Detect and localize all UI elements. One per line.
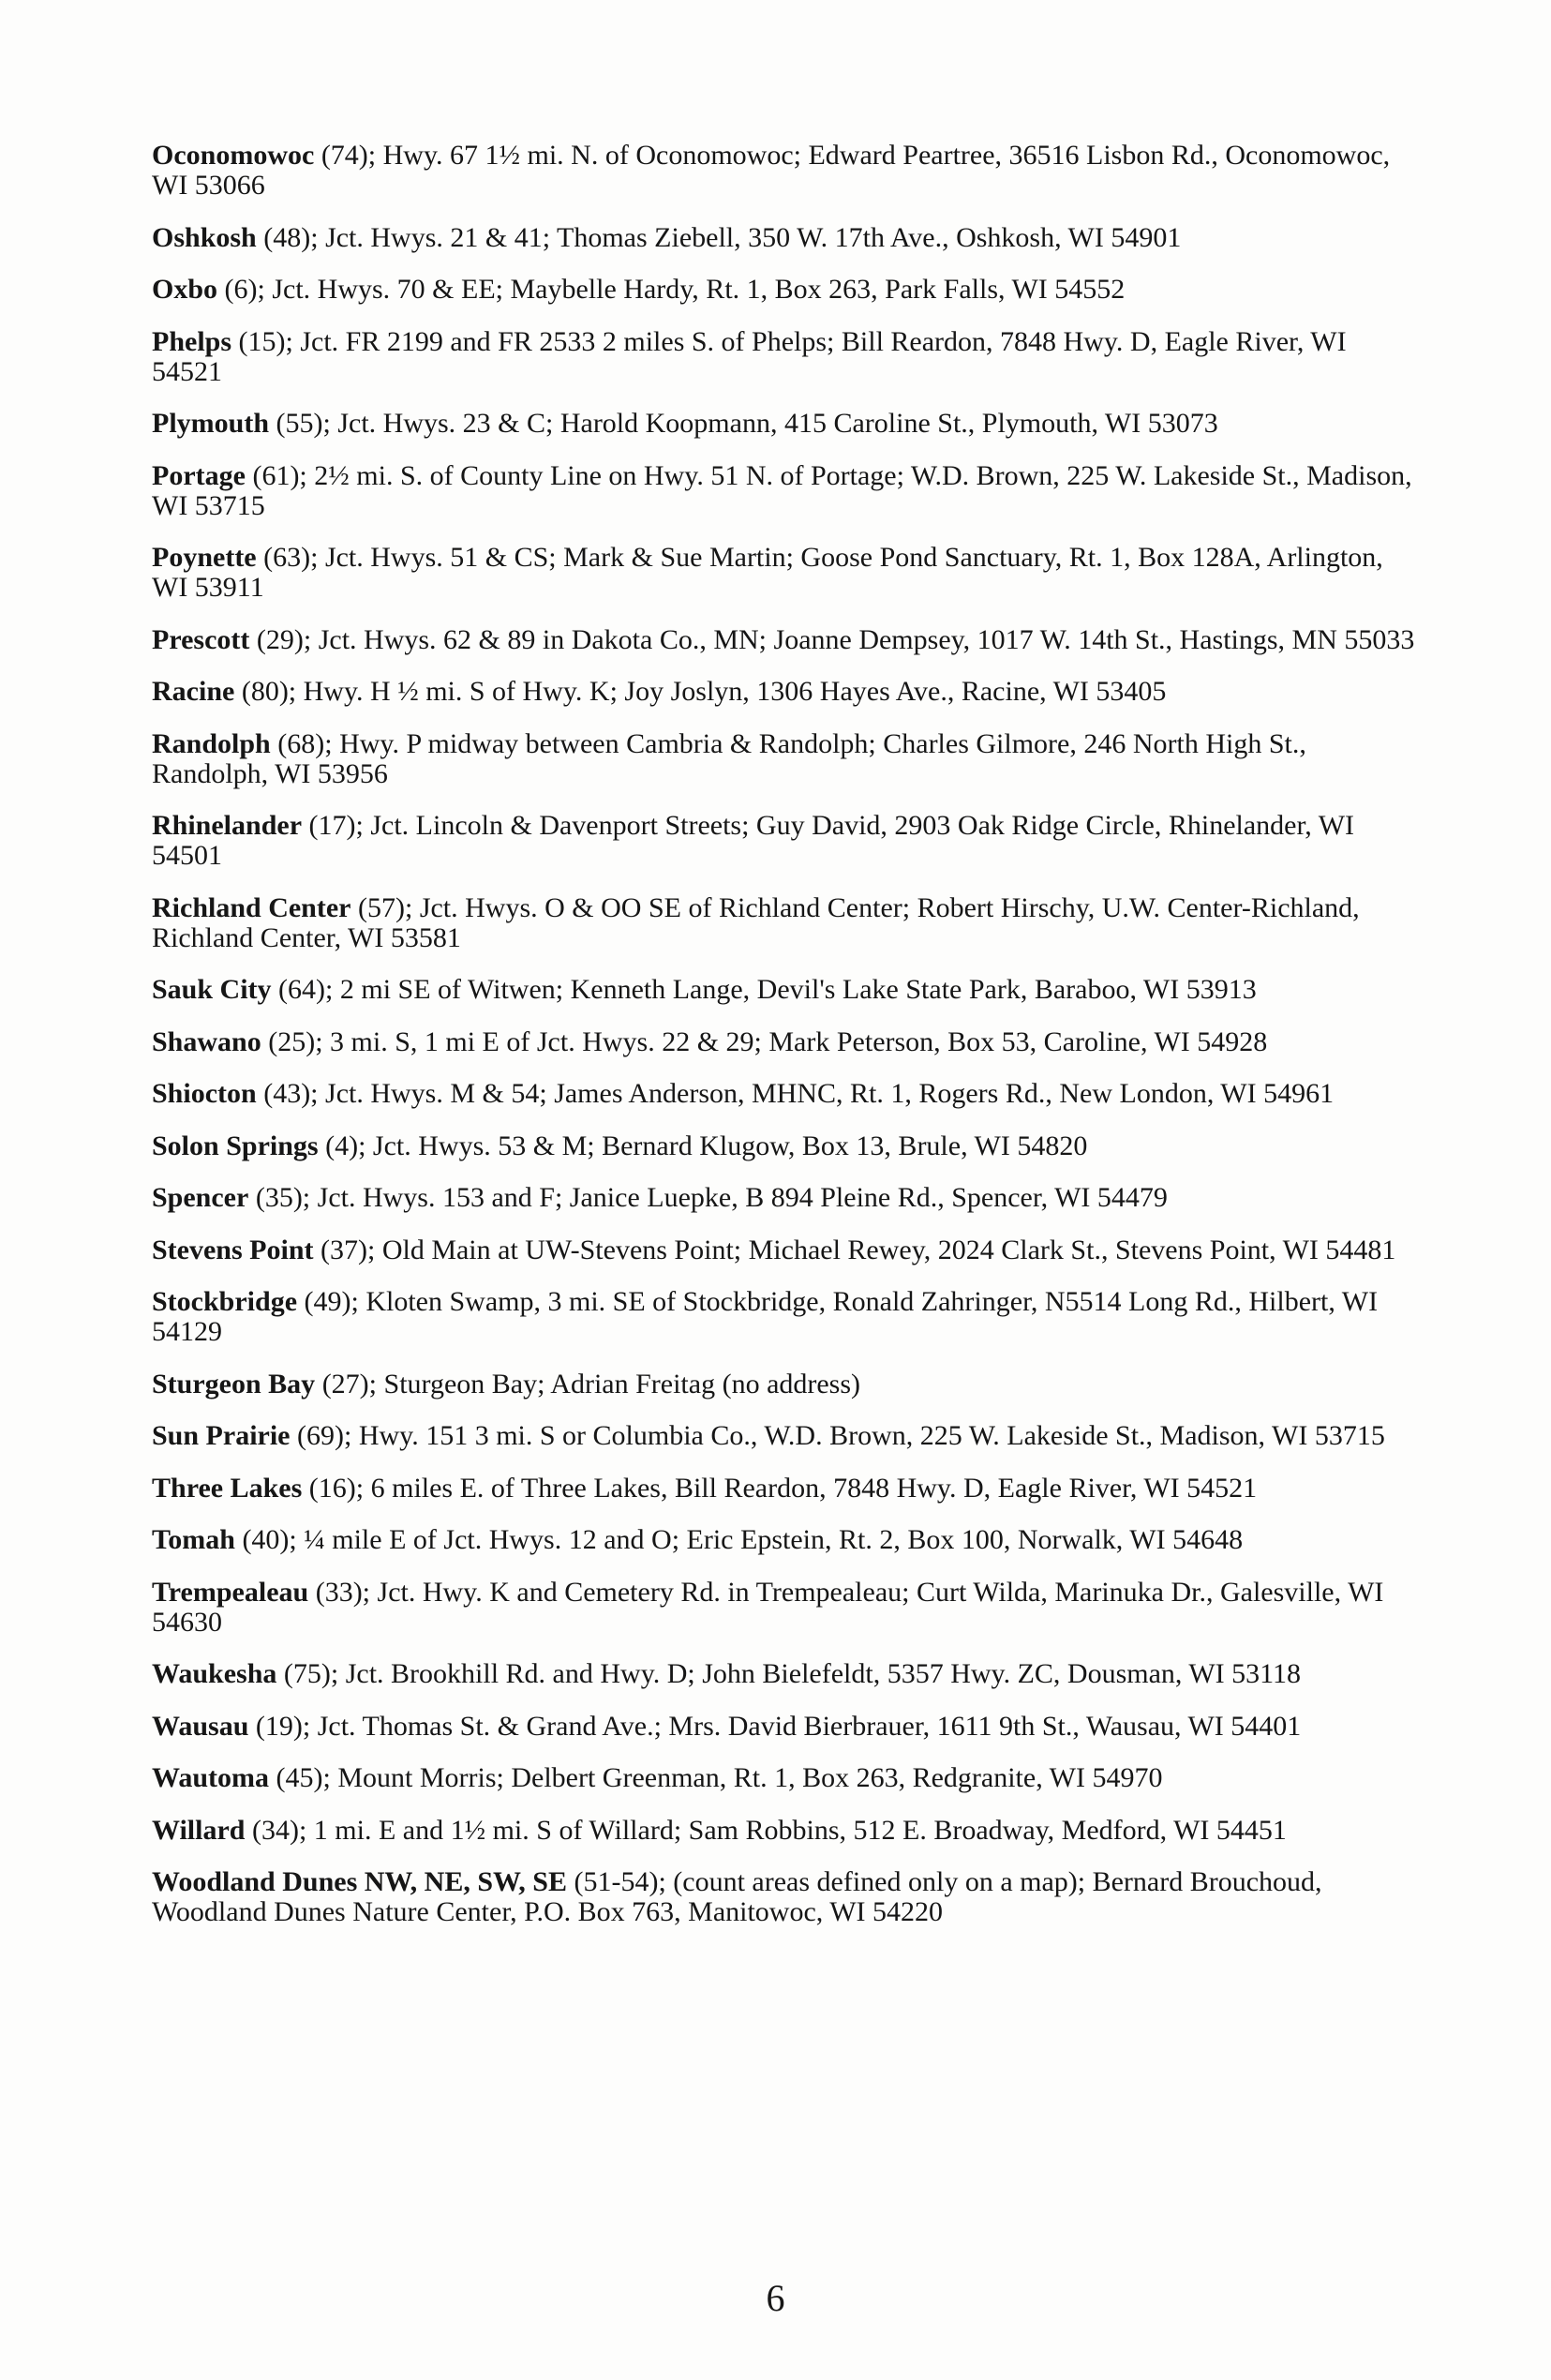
entry-name: Phelps (152, 325, 232, 357)
entry-details: (64); 2 mi SE of Witwen; Kenneth Lange, Devil's Lake State Park, Baraboo, WI 53913 (271, 974, 1257, 1005)
entry-details: (4); Jct. Hwys. 53 & M; Bernard Klugow, Box 13, Brule, WI 54820 (318, 1130, 1088, 1161)
list-item (152, 327, 1417, 387)
list-item (152, 1235, 1417, 1265)
entry-name: Rhinelander (152, 810, 303, 841)
count-area-list (152, 141, 1417, 1950)
list-item (152, 1131, 1417, 1161)
entry-name: Three Lakes (152, 1472, 303, 1504)
list-item (152, 677, 1417, 707)
list-item (152, 409, 1417, 439)
list-item (152, 1421, 1417, 1451)
entry-details: (45); Mount Morris; Delbert Greenman, Rt. 1, Box 263, Redgranite, WI 54970 (269, 1762, 1163, 1793)
entry-name: Willard (152, 1814, 246, 1846)
entry-name: Portage (152, 459, 246, 491)
entry-details: (49); Kloten Swamp, 3 mi. SE of Stockbridge, Ronald Zahringer, N5514 Long Rd., Hilbert, WI 54129 (152, 1286, 1379, 1347)
entry-name: Woodland Dunes NW, NE, SW, SE (152, 1866, 567, 1897)
entry-details: (17); Jct. Lincoln & Davenport Streets; Guy David, 2903 Oak Ridge Circle, Rhinelander, WI 54501 (152, 810, 1355, 871)
entry-details: (75); Jct. Brookhill Rd. and Hwy. D; John Bielefeldt, 5357 Hwy. ZC, Dousman, WI 53118 (276, 1658, 1302, 1689)
entry-details: (16); 6 miles E. of Three Lakes, Bill Reardon, 7848 Hwy. D, Eagle River, WI 54521 (302, 1472, 1258, 1504)
entry-details: (51-54); (count areas defined only on a map); Bernard Brouchoud, Woodland Dunes Nature Center, P.O. Box 763, Manitowoc, WI 54220 (152, 1866, 1322, 1927)
entry-details: (61); 2½ mi. S. of County Line on Hwy. 51 N. of Portage; W.D. Brown, 225 W. Lakeside St., Madison, WI 53715 (152, 459, 1412, 521)
list-item (152, 461, 1417, 521)
list-item (152, 1287, 1417, 1347)
entry-details: (57); Jct. Hwys. O & OO SE of Richland Center; Robert Hirschy, U.W. Center-Richland, Richland Center, WI 53581 (152, 891, 1360, 953)
entry-name: Prescott (152, 623, 250, 655)
entry-details: (29); Jct. Hwys. 62 & 89 in Dakota Co., MN; Joanne Dempsey, 1017 W. 14th St., Hastings, MN 55033 (249, 623, 1415, 655)
entry-details: (43); Jct. Hwys. M & 54; James Anderson, MHNC, Rt. 1, Rogers Rd., New London, WI 54961 (256, 1078, 1335, 1109)
entry-details: (69); Hwy. 151 3 mi. S or Columbia Co., W.D. Brown, 225 W. Lakeside St., Madison, WI 53715 (290, 1420, 1385, 1451)
list-item (152, 223, 1417, 253)
list-item (152, 275, 1417, 305)
entry-name: Sauk City (152, 974, 272, 1005)
list-item (152, 625, 1417, 655)
entry-details: (68); Hwy. P midway between Cambria & Randolph; Charles Gilmore, 246 North High St., Randolph, WI 53956 (152, 727, 1306, 789)
entry-name: Shawano (152, 1025, 261, 1057)
list-item (152, 1183, 1417, 1213)
entry-details: (15); Jct. FR 2199 and FR 2533 2 miles S. of Phelps; Bill Reardon, 7848 Hwy. D, Eagle River, WI 54521 (152, 325, 1347, 387)
list-item (152, 1525, 1417, 1555)
entry-details: (48); Jct. Hwys. 21 & 41; Thomas Ziebell, 350 W. 17th Ave., Oshkosh, WI 54901 (256, 221, 1182, 253)
entry-details: (35); Jct. Hwys. 153 and F; Janice Luepke, B 894 Pleine Rd., Spencer, WI 54479 (248, 1182, 1168, 1213)
entry-name: Stevens Point (152, 1234, 314, 1265)
list-item (152, 811, 1417, 871)
list-item (152, 543, 1417, 603)
entry-name: Wausau (152, 1710, 249, 1742)
entry-name: Oconomowoc (152, 140, 315, 171)
list-item (152, 1578, 1417, 1638)
entry-details: (33); Jct. Hwy. K and Cemetery Rd. in Trempealeau; Curt Wilda, Marinuka Dr., Galesville, WI 54630 (152, 1576, 1384, 1638)
entry-name: Spencer (152, 1182, 249, 1213)
list-item (152, 729, 1417, 789)
entry-name: Sun Prairie (152, 1420, 291, 1451)
entry-name: Stockbridge (152, 1286, 298, 1317)
entry-details: (40); ¼ mile E of Jct. Hwys. 12 and O; Eric Epstein, Rt. 2, Box 100, Norwalk, WI 54648 (234, 1524, 1244, 1555)
entry-details: (80); Hwy. H ½ mi. S of Hwy. K; Joy Joslyn, 1306 Hayes Ave., Racine, WI 53405 (234, 676, 1167, 707)
entry-details: (55); Jct. Hwys. 23 & C; Harold Koopmann, 415 Caroline St., Plymouth, WI 53073 (269, 408, 1218, 439)
entry-name: Plymouth (152, 408, 270, 439)
entry-name: Randolph (152, 727, 271, 759)
entry-details: (19); Jct. Thomas St. & Grand Ave.; Mrs. David Bierbrauer, 1611 9th St., Wausau, WI 54401 (248, 1710, 1302, 1742)
list-item (152, 1370, 1417, 1400)
entry-details: (34); 1 mi. E and 1½ mi. S of Willard; Sam Robbins, 512 E. Broadway, Medford, WI 54451 (245, 1814, 1287, 1846)
entry-name: Trempealeau (152, 1576, 309, 1608)
entry-name: Sturgeon Bay (152, 1368, 316, 1400)
entry-details: (74); Hwy. 67 1½ mi. N. of Oconomowoc; Edward Peartree, 36516 Lisbon Rd., Oconomowoc, WI 53066 (152, 140, 1391, 201)
list-item (152, 1079, 1417, 1109)
list-item (152, 141, 1417, 201)
list-item (152, 975, 1417, 1005)
list-item (152, 893, 1417, 953)
list-item (152, 1712, 1417, 1742)
list-item (152, 1474, 1417, 1504)
entry-details: (63); Jct. Hwys. 51 & CS; Mark & Sue Martin; Goose Pond Sanctuary, Rt. 1, Box 128A, Arlington, WI 53911 (152, 542, 1383, 603)
entry-name: Shiocton (152, 1078, 257, 1109)
entry-details: (6); Jct. Hwys. 70 & EE; Maybelle Hardy, Rt. 1, Box 263, Park Falls, WI 54552 (217, 274, 1126, 305)
entry-name: Oxbo (152, 274, 218, 305)
entry-name: Poynette (152, 542, 257, 573)
list-item (152, 1867, 1417, 1927)
entry-name: Wautoma (152, 1762, 270, 1793)
entry-name: Solon Springs (152, 1130, 319, 1161)
entry-name: Tomah (152, 1524, 235, 1555)
list-item (152, 1659, 1417, 1689)
entry-name: Racine (152, 676, 235, 707)
entry-details: (25); 3 mi. S, 1 mi E of Jct. Hwys. 22 & 29; Mark Peterson, Box 53, Caroline, WI 54928 (261, 1025, 1268, 1057)
entry-name: Richland Center (152, 891, 351, 923)
entry-details: (37); Old Main at UW-Stevens Point; Michael Rewey, 2024 Clark St., Stevens Point, WI 54481 (313, 1234, 1396, 1265)
list-item (152, 1027, 1417, 1057)
list-item (152, 1816, 1417, 1846)
list-item (152, 1763, 1417, 1793)
page-number: 6 (766, 2277, 785, 2319)
entry-name: Oshkosh (152, 221, 257, 253)
entry-details: (27); Sturgeon Bay; Adrian Freitag (no address) (315, 1368, 861, 1400)
entry-name: Waukesha (152, 1658, 277, 1689)
